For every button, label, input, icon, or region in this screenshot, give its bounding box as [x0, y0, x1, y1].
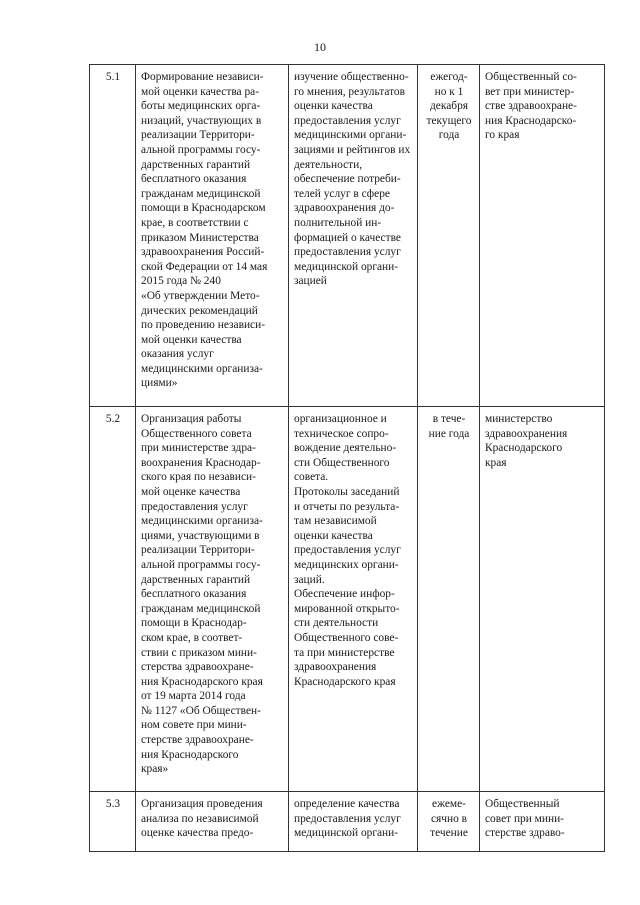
table-row	[90, 792, 605, 852]
result-text: изучение общественно- го мнения, результатов оценки качества предоставления услуг медицинскими органи- зациями и рейтингов их деятельности, обеспечение потреби- телей услуг в сфере здравоохранения до- полнительной ин- формацией о качестве предоставления услуг медицинской органи- зацией	[294, 71, 411, 288]
row-number: 5.3	[105, 798, 121, 810]
result-text: организационное и техническое сопро- вождение деятельно- сти Общественного совета. Протоколы заседаний и отчеты по результа- там независимой оценки качества предоставления услуг медицинских органи- заций. Обеспечение инфор- мированной открыто- сти деятельности Общественного сове- та при министерстве здравоохранения Краснодарского края	[294, 413, 401, 688]
term-cell	[418, 65, 480, 407]
action-text: Формирование независи- мой оценки качества ра- боты медицинских орга- низаций, участвующих в реализации Территори- альной программы госу- дарственных гарантий бесплатного оказания гражданам медицинской помощи в Краснодарском крае, в соответствии с приказом Министерства здравоохранения Россий- ской Федерации от 14 мая 2015 года № 240 «Об утверждении Мето- дических рекомендаций по проведению независи- мой оценки качества оказания услуг медицинскими организа- циями»	[141, 71, 268, 390]
table-row	[90, 65, 605, 407]
result-cell	[289, 792, 418, 852]
action-cell	[136, 65, 289, 407]
row-number-cell	[90, 407, 136, 792]
result-cell	[289, 65, 418, 407]
row-number-cell	[90, 65, 136, 407]
term-text: в тече- ние года	[428, 413, 470, 440]
term-cell	[418, 792, 480, 852]
action-cell	[136, 792, 289, 852]
result-cell	[289, 407, 418, 792]
action-text: Организация работы Общественного совета при министерстве здра- воохранения Краснодар- ского края по независи- мой оценке качества предоставления услуг медицинскими организа- циями, участвующими в реализации Территори- альной программы госу- дарственных гарантий бесплатного оказания гражданам медицинской помощи в Краснодар- ском крае, в соответ- ствии с приказом мини- стерства здравоохране- ния Краснодарского края от 19 марта 2014 года № 1127 «Об Обществен- ном совете при мини- стерстве здравоохране- ния Краснодарского края»	[141, 413, 263, 776]
result-text: определение качества предоставления услуг медицинской органи-	[294, 798, 401, 840]
action-text: Организация проведения анализа по независимой оценке качества предо-	[141, 798, 263, 840]
measures-table	[89, 64, 605, 852]
term-text: ежегод- но к 1 декабря текущего года	[426, 71, 472, 142]
term-text: ежеме- сячно в течение	[430, 798, 468, 840]
row-number-cell	[90, 792, 136, 852]
page-number: 10	[314, 40, 326, 54]
row-number: 5.1	[105, 71, 121, 83]
table-row	[90, 407, 605, 792]
responsible-cell	[480, 407, 605, 792]
row-number: 5.2	[105, 413, 121, 425]
responsible-text: министерство здравоохранения Краснодарского края	[485, 413, 568, 469]
responsible-cell	[480, 792, 605, 852]
term-cell	[418, 407, 480, 792]
responsible-text: Общественный совет при мини- стерстве здраво-	[485, 798, 565, 840]
action-cell	[136, 407, 289, 792]
responsible-text: Общественный со- вет при министер- стве здравоохране- ния Краснодарско- го края	[485, 71, 577, 142]
responsible-cell	[480, 65, 605, 407]
